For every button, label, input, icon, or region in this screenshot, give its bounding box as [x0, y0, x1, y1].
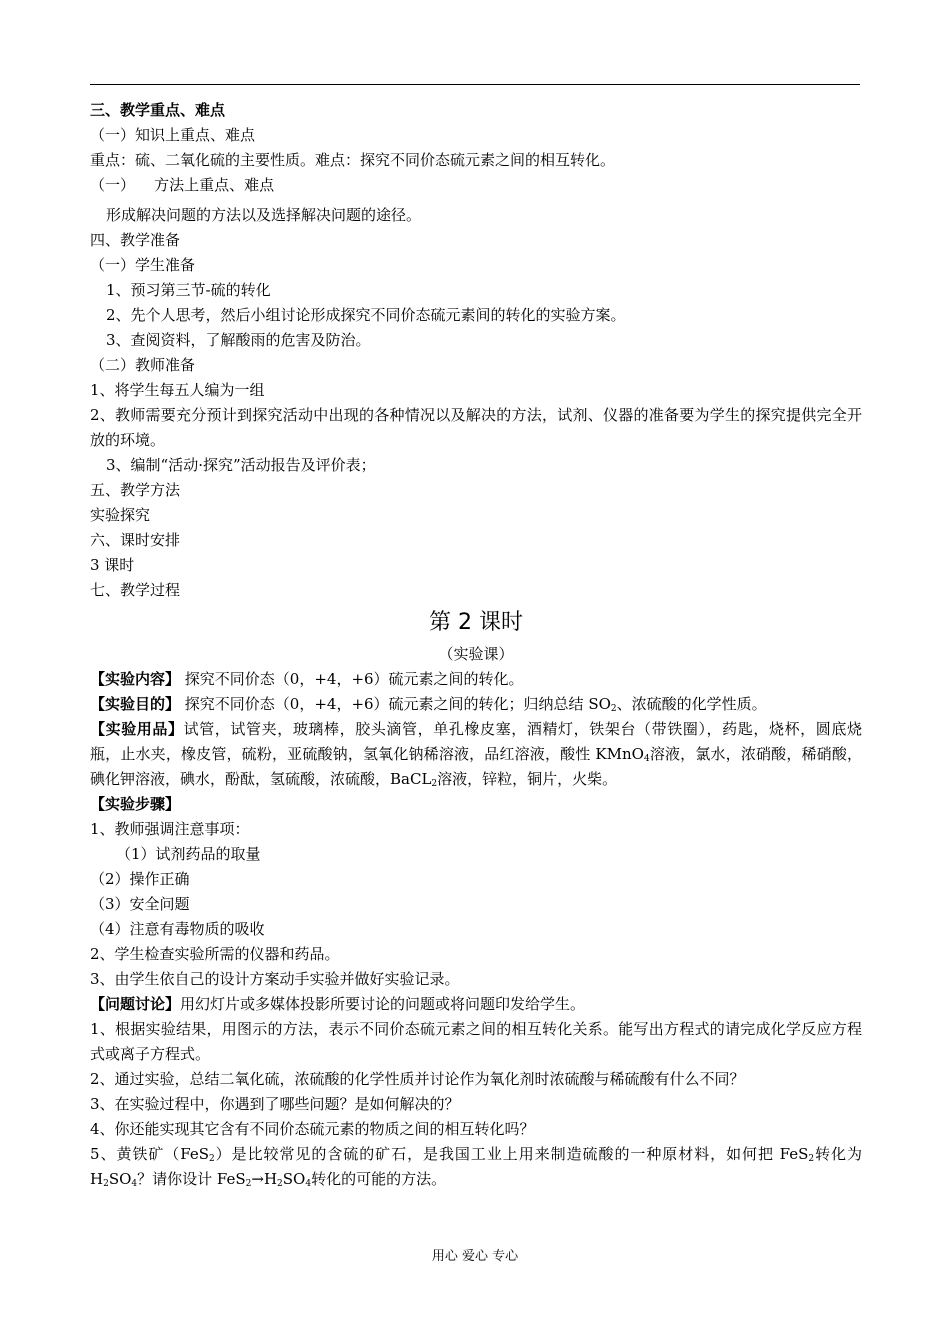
experiment-materials-text: 溶液，锌粒，铜片，火柴。 [437, 770, 618, 788]
experiment-content [90, 667, 862, 692]
section-5-title: 五、教学方法 [90, 481, 181, 499]
experiment-step: 2、学生检查实验所需的仪器和药品。 [90, 945, 340, 963]
subscript: 4 [131, 1179, 138, 1189]
experiment-materials-text: 试管，试管夹，玻璃棒，胶头滴管，单孔橡皮塞，酒精灯，铁架台（带铁圈），药匙，烧杯，圆底烧瓶，止水夹，橡皮管，硫粉，亚硫酸钠，氢氧化钠稀溶液，品红溶液，酸性 KMnO [90, 720, 862, 763]
experiment-content-text: 探究不同价态（0，+4，+6）硫元素之间的转化。 [180, 670, 524, 688]
lesson-title: 第 2 课时 [429, 610, 523, 635]
page-footer: 用心 爱心 专心 [431, 1249, 519, 1264]
discussion-question: 4、你还能实现其它含有不同价态硫元素的物质之间的相互转化吗？ [90, 1120, 535, 1138]
discussion-label: 【问题讨论】 [90, 995, 181, 1013]
subscript: 4 [305, 1179, 312, 1189]
document-body [90, 98, 862, 1192]
experiment-purpose [90, 692, 862, 717]
experiment-step-note: （1）试剂药品的取量 [116, 845, 261, 863]
discussion-question [90, 1142, 862, 1192]
section-3-sub2: （一） 方法上重点、难点 [90, 176, 275, 194]
experiment-purpose-text: 、浓硫酸的化学性质。 [616, 695, 767, 713]
teacher-prep-item: 2、教师需要充分预计到探究活动中出现的各种情况以及解决的方法，试剂、仪器的准备要为学生的探究提供完全开放的环境。 [90, 406, 862, 449]
experiment-purpose-label: 【实验目的】 [90, 695, 181, 713]
subscript: 2 [431, 779, 438, 789]
q5-text: SO [282, 1170, 306, 1188]
header-rule [90, 84, 860, 85]
teacher-prep-item: 3、编制“活动·探究”活动报告及评价表； [106, 456, 376, 474]
q5-text: 转化为H [90, 1145, 862, 1188]
subscript: 2 [277, 1179, 283, 1189]
section-7-title: 七、教学过程 [90, 581, 181, 599]
experiment-purpose-text: 探究不同价态（0，+4，+6）硫元素之间的转化；归纳总结 SO [180, 695, 611, 713]
experiment-content-label: 【实验内容】 [90, 670, 181, 688]
subscript: 2 [610, 704, 617, 714]
subscript: 4 [643, 754, 650, 764]
q5-text: 转化的可能的方法。 [311, 1170, 447, 1188]
experiment-step-note: （3）安全问题 [90, 895, 190, 913]
subscript: 2 [103, 1179, 109, 1189]
lesson-subtitle: （实验课） [438, 645, 514, 663]
discussion-question: 2、通过实验，总结二氧化硫，浓硫酸的化学性质并讨论作为氧化剂时浓硫酸与稀硫酸有什么不同？ [90, 1070, 745, 1088]
discussion-question: 1、根据实验结果，用图示的方法，表示不同价态硫元素之间的相互转化关系。能写出方程式的请完成化学反应方程式或离子方程式。 [90, 1020, 862, 1063]
subscript: 2 [245, 1179, 252, 1189]
section-5-text: 实验探究 [90, 506, 151, 524]
section-6-title: 六、课时安排 [90, 531, 181, 549]
student-prep-item: 1、预习第三节-硫的转化 [106, 281, 271, 299]
student-prep-title: （一）学生准备 [90, 256, 196, 274]
experiment-step: 3、由学生依自己的设计方案动手实验并做好实验记录。 [90, 970, 460, 988]
q5-text: SO [108, 1170, 132, 1188]
section-3-sub2-text: 形成解决问题的方法以及选择解决问题的途径。 [106, 206, 422, 224]
experiment-steps-label: 【实验步骤】 [90, 795, 181, 813]
teacher-prep-title: （二）教师准备 [90, 356, 196, 374]
experiment-step-note: （2）操作正确 [90, 870, 190, 888]
q5-text: ？请你设计 FeS [137, 1170, 246, 1188]
section-3-sub1-text: 重点：硫、二氧化硫的主要性质。难点：探究不同价态硫元素之间的相互转化。 [90, 151, 616, 169]
student-prep-item: 3、查阅资料，了解酸雨的危害及防治。 [106, 331, 371, 349]
experiment-materials-text: 溶液，氯水，浓硝酸，稀硝酸，碘化钾溶液，碘水，酚酞，氢硫酸，浓硫酸，BaCL [90, 745, 862, 788]
discussion-intro [90, 992, 862, 1017]
q5-text: ）是比较常见的含硫的矿石，是我国工业上用来制造硫酸的一种原材料，如何把 FeS [214, 1145, 809, 1163]
section-3-title: 三、教学重点、难点 [90, 101, 226, 119]
experiment-step: 1、教师强调注意事项： [90, 820, 250, 838]
experiment-materials [90, 717, 862, 792]
section-3-sub1: （一）知识上重点、难点 [90, 126, 256, 144]
q5-text: →H [251, 1170, 278, 1188]
experiment-materials-label: 【实验用品】 [90, 720, 184, 738]
discussion-question: 3、在实验过程中，你遇到了哪些问题？是如何解决的？ [90, 1095, 460, 1113]
subscript: 2 [209, 1154, 215, 1164]
experiment-step-note: （4）注意有毒物质的吸收 [90, 920, 265, 938]
subscript: 2 [808, 1154, 815, 1164]
teacher-prep-item: 1、将学生每五人编为一组 [90, 381, 265, 399]
q5-text: 5、黄铁矿（FeS [90, 1145, 209, 1163]
student-prep-item: 2、先个人思考，然后小组讨论形成探究不同价态硫元素间的转化的实验方案。 [106, 306, 626, 324]
discussion-intro-text: 用幻灯片或多媒体投影所要讨论的问题或将问题印发给学生。 [180, 995, 586, 1013]
section-4-title: 四、教学准备 [90, 231, 181, 249]
section-6-text: 3 课时 [90, 556, 135, 574]
